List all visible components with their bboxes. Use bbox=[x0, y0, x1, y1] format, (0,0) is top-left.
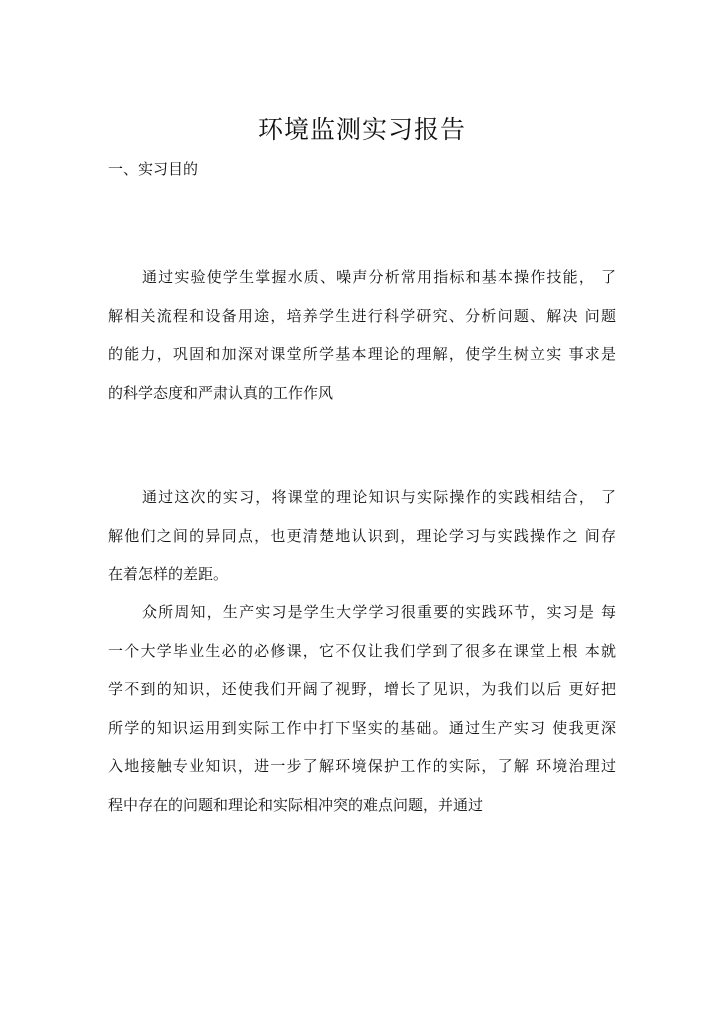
paragraph-line: 解他们之间的异同点，也更清楚地认识到，理论学习与实践操作之 间存 bbox=[108, 526, 616, 545]
paragraph-line: 的科学态度和严肃认真的工作作风 bbox=[108, 383, 334, 402]
paragraph-line: 学不到的知识，还使我们开阔了视野，增长了见识，为我们以后 更好把 bbox=[108, 680, 616, 698]
paragraph-1 bbox=[108, 258, 616, 412]
paragraph-line: 所学的知识运用到实际工作中打下坚实的基础。通过生产实习 使我更深 bbox=[108, 718, 616, 737]
paragraph-line: 通过实验使学生掌握水质、噪声分析常用指标和基本操作技能， 了 bbox=[142, 268, 616, 286]
paragraph-line: 入地接触专业知识，进一步了解环境保护工作的实际，了解 环境治理过 bbox=[108, 757, 616, 775]
paragraph-line: 解相关流程和设备用途，培养学生进行科学研究、分析问题、解决 问题 bbox=[108, 306, 616, 325]
section-heading: 一、实习目的 bbox=[108, 160, 199, 178]
paragraph-2 bbox=[108, 478, 616, 594]
paragraph-line: 通过这次的实习，将课堂的理论知识与实际操作的实践相结合， 了 bbox=[142, 488, 616, 506]
paragraph-3 bbox=[108, 593, 616, 824]
paragraph-line: 众所周知，生产实习是学生大学学习很重要的实践环节，实习是 每 bbox=[142, 603, 616, 621]
paragraph-line: 在着怎样的差距。 bbox=[108, 565, 229, 583]
document-title: 环境监测实习报告 bbox=[257, 115, 466, 144]
paragraph-line: 一个大学毕业生必的必修课，它不仅让我们学到了很多在课堂上根 本就 bbox=[108, 641, 616, 660]
paragraph-line: 的能力，巩固和加深对课堂所学基本理论的理解，使学生树立实 事求是 bbox=[108, 345, 616, 363]
paragraph-line: 程中存在的问题和理论和实际相冲突的难点问题，并通过 bbox=[108, 795, 484, 814]
